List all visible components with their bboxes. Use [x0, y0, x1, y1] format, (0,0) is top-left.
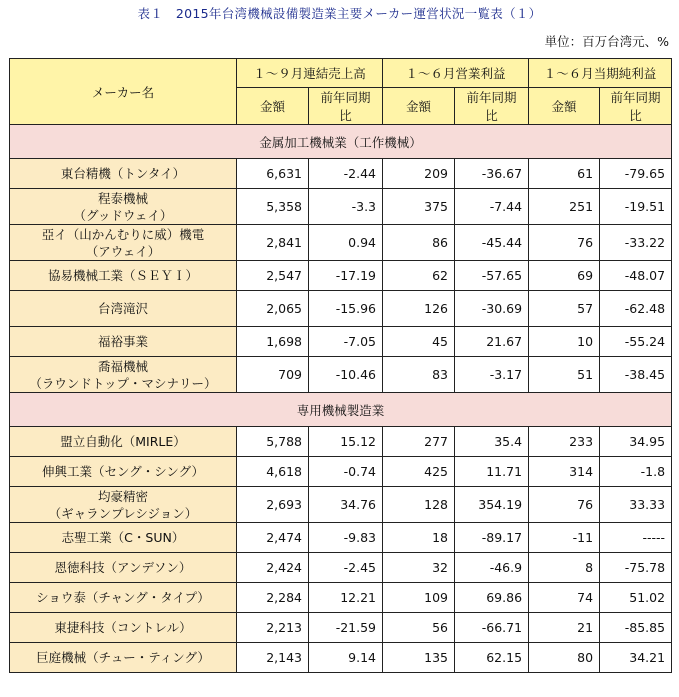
sales-yoy-cell: -21.59: [309, 613, 383, 643]
maker-name-line: 伸興工業（セング・シング）: [41, 464, 205, 479]
sales-amount-cell: 2,693: [237, 487, 309, 523]
sales-yoy-cell: 15.12: [309, 427, 383, 457]
sales-amount-cell: 2,213: [237, 613, 309, 643]
maker-name-line: （アウェイ）: [85, 243, 161, 259]
maker-name-line: 恩徳科技（アンデソン）: [54, 560, 192, 575]
header-sales-yoy: 前年同期比: [309, 88, 383, 125]
op-yoy-cell: -45.44: [455, 225, 529, 261]
maker-name-line: 協易機械工業（ＳＥＹＩ）: [47, 268, 198, 283]
net-yoy-cell: 33.33: [600, 487, 672, 523]
header-net-yoy: 前年同期比: [600, 88, 672, 125]
maker-name: [10, 261, 237, 291]
maker-name-line: 台湾滝沢: [97, 301, 148, 316]
sales-amount-cell: 2,474: [237, 523, 309, 553]
sales-yoy-cell: 9.14: [309, 643, 383, 673]
net-yoy-cell: -----: [600, 523, 672, 553]
op-amount-cell: 83: [383, 357, 455, 393]
table-row: [10, 643, 672, 673]
maker-table: [9, 58, 672, 673]
sales-amount-cell: 4,618: [237, 457, 309, 487]
sales-amount-cell: 5,788: [237, 427, 309, 457]
header-sales: １～９月連結売上高: [237, 59, 383, 88]
sales-yoy-cell: 34.76: [309, 487, 383, 523]
table-row: [10, 189, 672, 225]
table-row: [10, 553, 672, 583]
op-amount-cell: 56: [383, 613, 455, 643]
net-amount-cell: 74: [529, 583, 600, 613]
maker-name-line: 喬福機械: [97, 358, 148, 374]
maker-name: [10, 291, 237, 327]
sales-yoy-cell: 0.94: [309, 225, 383, 261]
table-row: [10, 291, 672, 327]
net-yoy-cell: 34.95: [600, 427, 672, 457]
sales-yoy-cell: -3.3: [309, 189, 383, 225]
net-amount-cell: 251: [529, 189, 600, 225]
op-amount-cell: 425: [383, 457, 455, 487]
maker-name-line: （ラウンドトップ・マシナリー）: [29, 375, 217, 391]
maker-name-line: ショウ泰（チャング・タイプ）: [36, 590, 210, 605]
header-op-yoy: 前年同期比: [455, 88, 529, 125]
table-row: [10, 327, 672, 357]
net-yoy-cell: -19.51: [600, 189, 672, 225]
net-yoy-cell: 51.02: [600, 583, 672, 613]
table-row: [10, 357, 672, 393]
net-yoy-cell: -1.8: [600, 457, 672, 487]
header-operating-profit: １～６月営業利益: [383, 59, 529, 88]
maker-name: [10, 457, 237, 487]
section-label: 金属加工機械業（工作機械）: [10, 125, 672, 159]
op-yoy-cell: -3.17: [455, 357, 529, 393]
op-yoy-cell: 11.71: [455, 457, 529, 487]
header-sales-amount: 金額: [237, 88, 309, 125]
maker-name: [10, 487, 237, 523]
sales-yoy-cell: -15.96: [309, 291, 383, 327]
table-body: [10, 125, 672, 673]
table-row: [10, 261, 672, 291]
maker-name: [10, 583, 237, 613]
op-yoy-cell: 354.19: [455, 487, 529, 523]
sales-amount-cell: 6,631: [237, 159, 309, 189]
op-yoy-cell: -89.17: [455, 523, 529, 553]
net-amount-cell: 21: [529, 613, 600, 643]
sales-yoy-cell: -10.46: [309, 357, 383, 393]
header-net-amount: 金額: [529, 88, 600, 125]
maker-name: [10, 159, 237, 189]
table-row: [10, 487, 672, 523]
op-amount-cell: 109: [383, 583, 455, 613]
op-yoy-cell: 35.4: [455, 427, 529, 457]
net-yoy-cell: -79.65: [600, 159, 672, 189]
op-yoy-cell: 69.86: [455, 583, 529, 613]
net-yoy-cell: -38.45: [600, 357, 672, 393]
sales-yoy-cell: -9.83: [309, 523, 383, 553]
sales-yoy-cell: -0.74: [309, 457, 383, 487]
op-yoy-cell: -57.65: [455, 261, 529, 291]
op-amount-cell: 135: [383, 643, 455, 673]
maker-name-line: 亞イ（山かんむりに威）機電: [41, 226, 205, 242]
op-yoy-cell: -66.71: [455, 613, 529, 643]
net-amount-cell: 51: [529, 357, 600, 393]
op-amount-cell: 126: [383, 291, 455, 327]
maker-name: [10, 643, 237, 673]
sales-yoy-cell: -2.44: [309, 159, 383, 189]
net-yoy-cell: -62.48: [600, 291, 672, 327]
op-amount-cell: 209: [383, 159, 455, 189]
op-amount-cell: 18: [383, 523, 455, 553]
net-amount-cell: 233: [529, 427, 600, 457]
net-yoy-cell: -33.22: [600, 225, 672, 261]
section-label: 専用機械製造業: [10, 393, 672, 427]
maker-name: [10, 553, 237, 583]
net-amount-cell: 69: [529, 261, 600, 291]
sales-amount-cell: 2,424: [237, 553, 309, 583]
sales-amount-cell: 2,143: [237, 643, 309, 673]
net-amount-cell: 10: [529, 327, 600, 357]
sales-yoy-cell: -7.05: [309, 327, 383, 357]
net-amount-cell: -11: [529, 523, 600, 553]
net-amount-cell: 76: [529, 487, 600, 523]
maker-name: [10, 189, 237, 225]
op-amount-cell: 62: [383, 261, 455, 291]
sales-amount-cell: 2,065: [237, 291, 309, 327]
maker-name-line: （ギャランプレシジョン）: [48, 505, 198, 521]
maker-name-line: 福裕事業: [97, 334, 148, 349]
net-amount-cell: 8: [529, 553, 600, 583]
maker-name: [10, 613, 237, 643]
header-maker: メーカー名: [10, 59, 237, 125]
sales-amount-cell: 1,698: [237, 327, 309, 357]
op-yoy-cell: -30.69: [455, 291, 529, 327]
maker-name-line: 程泰機械: [97, 190, 148, 206]
sales-yoy-cell: -17.19: [309, 261, 383, 291]
op-amount-cell: 32: [383, 553, 455, 583]
table-row: [10, 457, 672, 487]
sales-amount-cell: 2,841: [237, 225, 309, 261]
maker-name: [10, 225, 237, 261]
net-amount-cell: 61: [529, 159, 600, 189]
maker-name-line: 均豪精密: [97, 488, 148, 504]
op-amount-cell: 128: [383, 487, 455, 523]
table-row: [10, 583, 672, 613]
maker-name-line: （グッドウェイ）: [73, 207, 173, 223]
sales-amount-cell: 709: [237, 357, 309, 393]
header-op-amount: 金額: [383, 88, 455, 125]
op-yoy-cell: 62.15: [455, 643, 529, 673]
section-row: [10, 393, 672, 427]
table-row: [10, 613, 672, 643]
maker-name-line: 巨庭機械（チュー・ティング）: [36, 650, 210, 665]
maker-name-line: 盟立自動化（MIRLE）: [60, 434, 186, 449]
op-yoy-cell: -7.44: [455, 189, 529, 225]
section-row: [10, 125, 672, 159]
op-amount-cell: 375: [383, 189, 455, 225]
op-amount-cell: 277: [383, 427, 455, 457]
net-yoy-cell: 34.21: [600, 643, 672, 673]
sales-yoy-cell: -2.45: [309, 553, 383, 583]
maker-name: [10, 427, 237, 457]
maker-name: [10, 327, 237, 357]
maker-name-line: 東捷科技（コントレル）: [54, 620, 192, 635]
sales-yoy-cell: 12.21: [309, 583, 383, 613]
op-yoy-cell: 21.67: [455, 327, 529, 357]
table-row: [10, 523, 672, 553]
table-row: [10, 427, 672, 457]
net-amount-cell: 57: [529, 291, 600, 327]
op-amount-cell: 45: [383, 327, 455, 357]
maker-name: [10, 523, 237, 553]
table-row: [10, 159, 672, 189]
unit-note: 単位：百万台湾元、%: [544, 34, 669, 49]
sales-amount-cell: 2,547: [237, 261, 309, 291]
maker-name: [10, 357, 237, 393]
sales-amount-cell: 5,358: [237, 189, 309, 225]
header-net-profit: １～６月当期純利益: [529, 59, 672, 88]
sales-amount-cell: 2,284: [237, 583, 309, 613]
net-amount-cell: 314: [529, 457, 600, 487]
maker-name-line: 東台精機（トンタイ）: [60, 166, 186, 181]
op-amount-cell: 86: [383, 225, 455, 261]
net-yoy-cell: -55.24: [600, 327, 672, 357]
table-title: 表１ 2015年台湾機械設備製造業主要メーカー運営状況一覧表（１）: [137, 6, 542, 21]
maker-name-line: 志聖工業（C・SUN）: [61, 530, 185, 545]
net-amount-cell: 76: [529, 225, 600, 261]
net-yoy-cell: -85.85: [600, 613, 672, 643]
net-yoy-cell: -48.07: [600, 261, 672, 291]
op-yoy-cell: -46.9: [455, 553, 529, 583]
op-yoy-cell: -36.67: [455, 159, 529, 189]
net-amount-cell: 80: [529, 643, 600, 673]
net-yoy-cell: -75.78: [600, 553, 672, 583]
table-row: [10, 225, 672, 261]
